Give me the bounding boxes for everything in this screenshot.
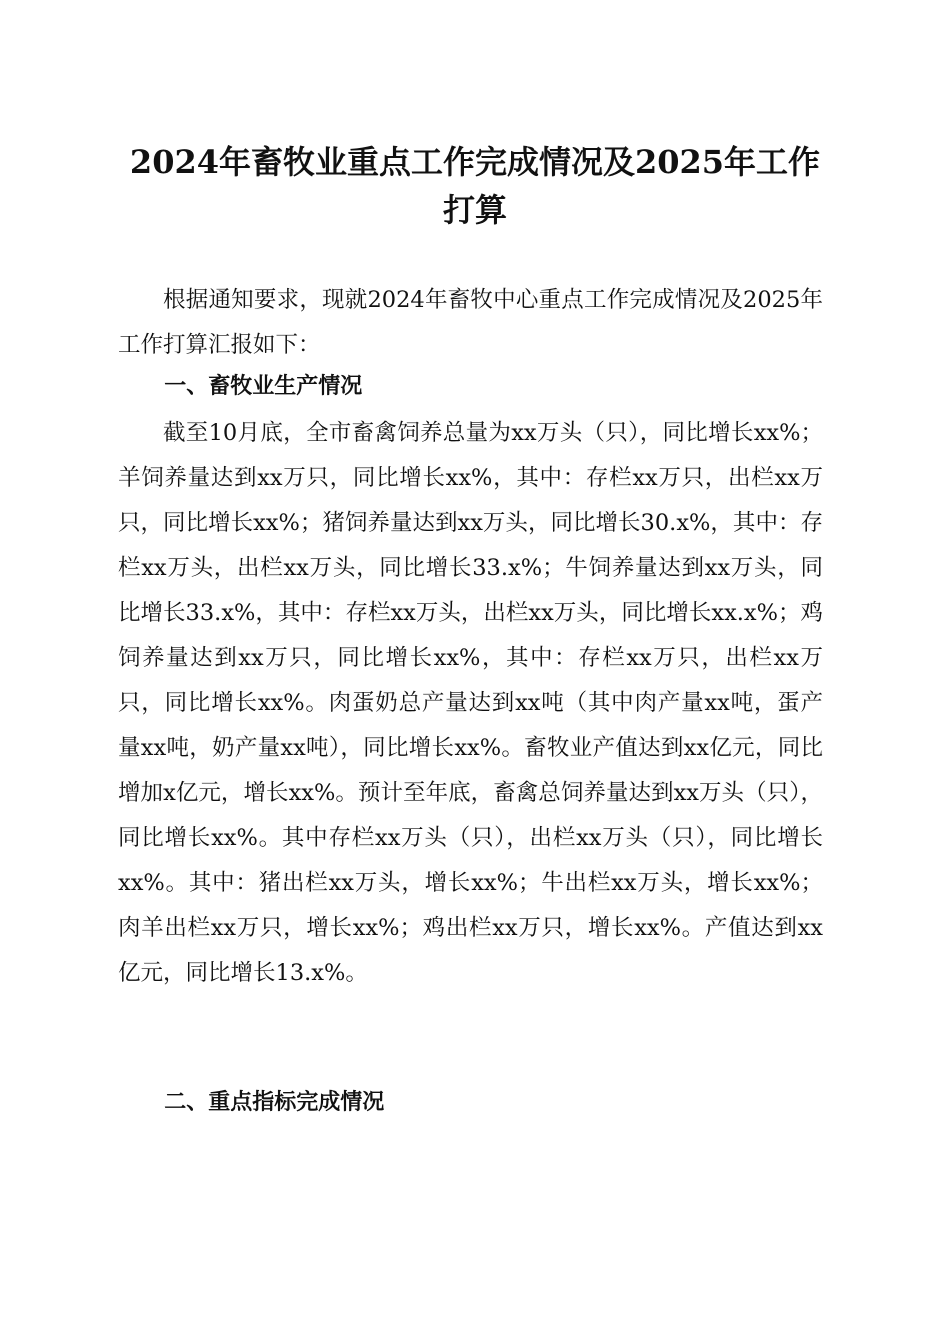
intro-paragraph: 根据通知要求，现就2024年畜牧中心重点工作完成情况及2025年工作打算汇报如下： — [118, 287, 823, 358]
section-2-heading: 二、重点指标完成情况 — [164, 1090, 385, 1115]
document-title: 2024年畜牧业重点工作完成情况及2025年工作打算 — [129, 143, 821, 229]
section-1-heading: 一、畜牧业生产情况 — [164, 374, 363, 399]
section-1-paragraph: 截至10月底，全市畜禽饲养总量为xx万头（只），同比增长xx%；羊饲养量达到xx万只，同比增长xx%，其中：存栏xx万只，出栏xx万只，同比增长xx%；猪饲养量达到xx万头，同比增长30.x%，其中：存栏xx万头，出栏xx万头，同比增长33.x%；牛饲养量达到xx万头，同比增长33.x%，其中：存栏xx万头，出栏xx万头，同比增长xx.x%；鸡饲养量达到xx万只，同比增长xx%，其中：存栏xx万只，出栏xx万只，同比增长xx%。肉蛋奶总产量达到xx吨（其中肉产量xx吨，蛋产量xx吨，奶产量xx吨），同比增长xx%。畜牧业产值达到xx亿元，同比增加x亿元，增长xx%。预计至年底，畜禽总饲养量达到xx万头（只），同比增长xx%。其中存栏xx万头（只），出栏xx万头（只），同比增长xx%。其中：猪出栏xx万头，增长xx%；牛出栏xx万头，增长xx%；肉羊出栏xx万只，增长xx%；鸡出栏xx万只，增长xx%。产值达到xx亿元，同比增长13.x%。 — [118, 420, 823, 986]
